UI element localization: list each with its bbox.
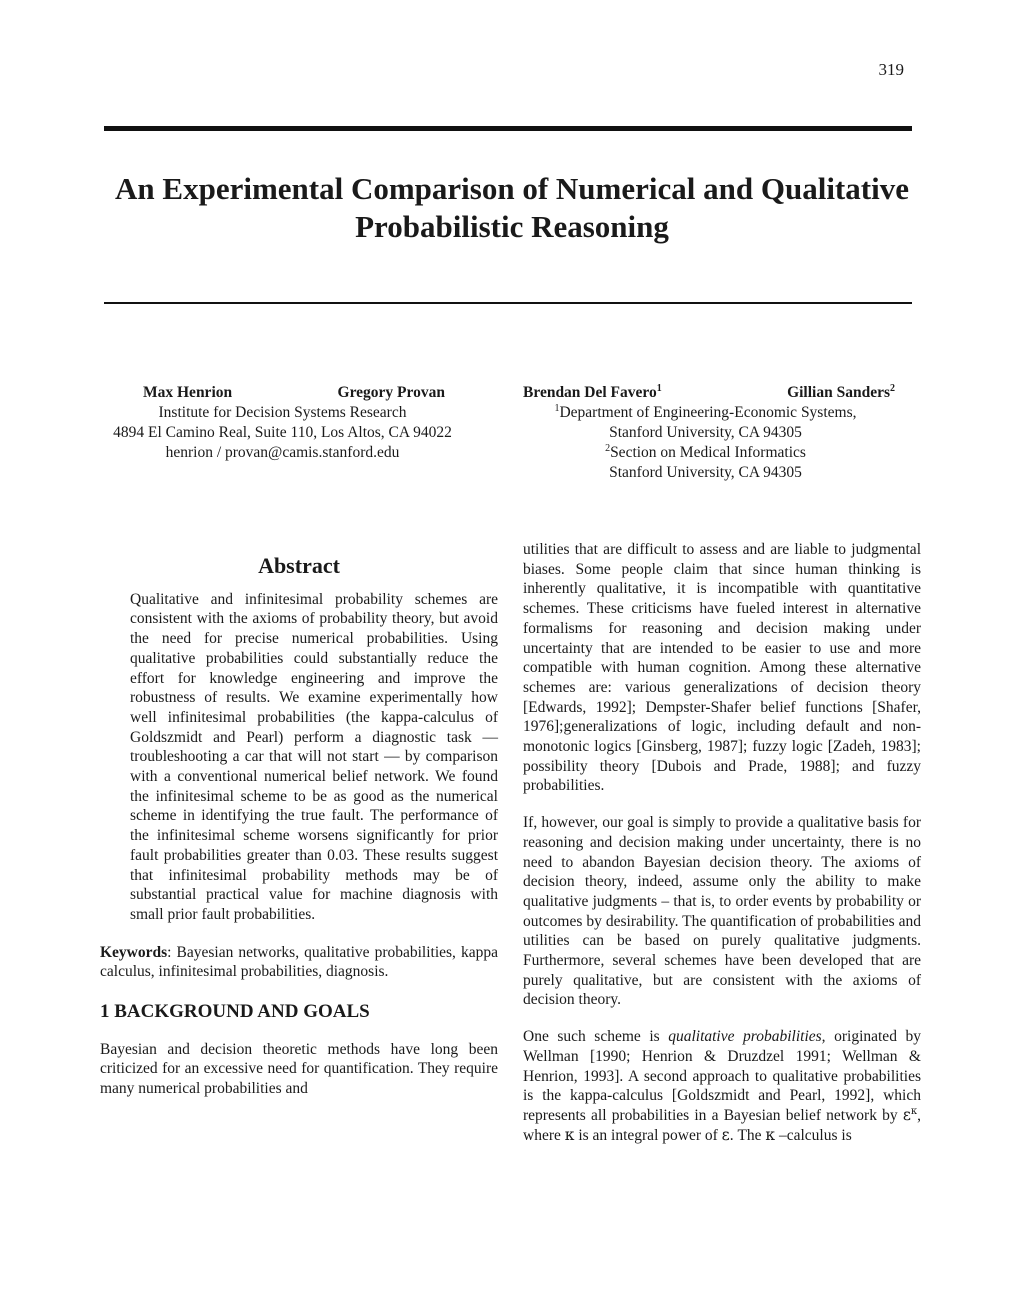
title-rule <box>104 302 912 304</box>
title-line-2: Probabilistic Reasoning <box>355 209 669 244</box>
author-name: Brendan Del Favero$^1$ <box>523 382 662 401</box>
body-paragraph: If, however, our goal is simply to provide a qualitative basis for reasoning and decision making under uncertainty, there is no need to abandon Bayesian decision theory. The axioms of decision theory, indeed, assume only the ability to make qualitative judgments – that is, to order events by probability or outcomes by desirability. The quantification of probabilities and utilities can be based on purely qualitative judgments. Furthermore, several schemes have been developed that are purely qualitative, but are consistent with the axioms of decision theory. <box>523 814 921 1009</box>
keywords-label: Keywords <box>100 943 168 961</box>
left-column <box>100 548 498 1116</box>
body-paragraph: One such scheme is qualitative probabilities, originated by Wellman [1990; Henrion & Druzdzel 1991; Wellman & Henrion, 1993]. A second approach to qualitative probabilities is the kappa-calculus [Goldszmidt and Pearl, 1992], which represents all probabilities in a Bayesian belief network by $\varepsilon^\kappa$, where κ is an integral power of ε. The κ –calculus is <box>523 1028 921 1144</box>
paper-title <box>60 170 964 246</box>
institute: Institute for Decision Systems Research <box>158 404 407 421</box>
author-name: Gillian Sanders$^2$ <box>787 382 895 401</box>
department: $^1$Department of Engineering-Economic Systems, <box>554 402 857 421</box>
section-location: Stanford University, CA 94305 <box>609 464 802 481</box>
department-location: Stanford University, CA 94305 <box>609 424 802 441</box>
keywords <box>100 943 498 982</box>
body-paragraph: Bayesian and decision theoretic methods have long been criticized for an excessive need for quantification. They require many numerical probabilities and <box>100 1040 498 1098</box>
title-line-1: An Experimental Comparison of Numerical and Qualitative <box>115 171 909 206</box>
right-column <box>523 540 921 1162</box>
body-paragraph: utilities that are difficult to assess and are liable to judgmental biases. Some people claim that since human thinking is inherently qualitative, it is incompatible with quantitative schemes. These criticisms have fueled interest in alternative formalisms for reasoning and decision making under uncertainty that are intended to be easier to use and more compatible with human cognition. Among these alternative schemes are: various generalizations of decision theory [Edwards, 1992]; Dempster-Shafer belief functions [Shafer, 1976];generalizations of logic, including default and non-monotonic logics [Ginsberg, 1987]; fuzzy logic [Zadeh, 1983]; possibility theory [Dubois and Prade, 1988]; and fuzzy probabilities. <box>523 541 921 795</box>
author-name: Max Henrion <box>143 384 233 401</box>
author-name: Gregory Provan <box>337 384 445 401</box>
email: henrion / provan@camis.stanford.edu <box>165 444 400 461</box>
affiliation-right <box>508 383 903 483</box>
section-heading: 1 BACKGROUND AND GOALS <box>100 1001 370 1023</box>
section: $^2$Section on Medical Informatics <box>605 442 806 461</box>
keywords-text: : Bayesian networks, qualitative probabilities, kappa calculus, infinitesimal probabilities, diagnosis. <box>100 943 498 981</box>
author-names-right <box>508 383 903 403</box>
address: 4894 El Camino Real, Suite 110, Los Altos, CA 94022 <box>113 424 452 441</box>
abstract-text: Qualitative and infinitesimal probability schemes are consistent with the axioms of probability theory, but avoid the need for precise numerical probabilities. Using qualitative probabilities could substantially reduce the effort for knowledge engineering and improve the robustness of results. We examine experimentally how well infinitesimal probabilities (the kappa-calculus of Goldszmidt and Pearl) perform a diagnostic task — troubleshooting a car that will not start — by comparison with a conventional numerical belief network. We found the infinitesimal scheme to be as good as the numerical scheme in identifying the true fault. The performance of the infinitesimal scheme worsens significantly for prior fault probabilities greater than 0.03. These results suggest that infinitesimal probability methods may be of substantial practical value for machine diagnosis with small prior fault probabilities. <box>130 590 498 923</box>
affiliation-left <box>100 383 465 463</box>
author-names-left <box>100 383 465 403</box>
abstract-heading: Abstract <box>258 553 340 578</box>
top-rule <box>104 126 912 131</box>
page-number: 319 <box>878 60 904 79</box>
